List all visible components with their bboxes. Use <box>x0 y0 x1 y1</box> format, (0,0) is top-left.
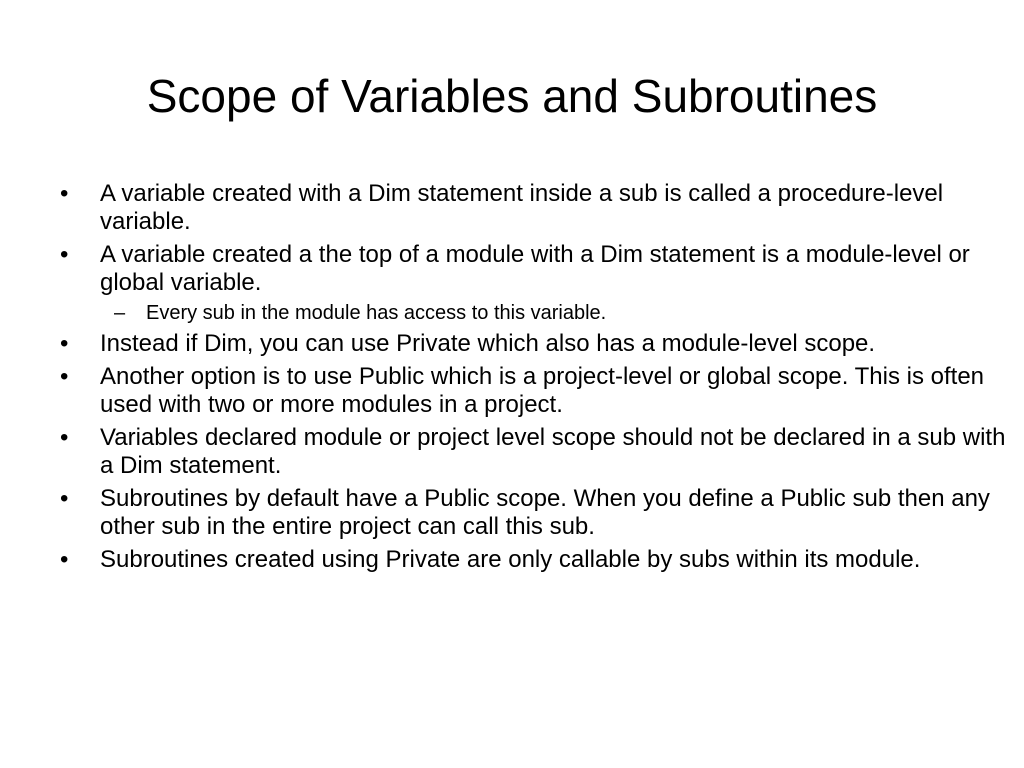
slide-title: Scope of Variables and Subroutines <box>146 70 878 122</box>
bullet-icon: • <box>60 180 69 207</box>
list-item <box>0 180 1024 236</box>
list-item <box>0 363 1024 419</box>
list-item-text: Variables declared module or project level scope should not be declared in a sub with a Dim statement. <box>100 424 1006 479</box>
list-item-text: A variable created a the top of a module with a Dim statement is a module-level or global variable. <box>100 241 970 296</box>
sub-list-item-text: Every sub in the module has access to this variable. <box>146 302 607 324</box>
list-item <box>0 330 1024 358</box>
bullet-list <box>0 180 1024 579</box>
list-item-text: Subroutines created using Private are only callable by subs within its module. <box>100 546 921 573</box>
list-item-text: Subroutines by default have a Public scope. When you define a Public sub then any other sub in the entire project can call this sub. <box>100 485 990 540</box>
sub-list-item <box>0 301 1024 325</box>
bullet-icon: • <box>60 424 69 451</box>
list-item <box>0 485 1024 541</box>
list-item <box>0 546 1024 574</box>
bullet-icon: • <box>60 241 69 268</box>
dash-bullet-icon: – <box>114 302 126 324</box>
bullet-icon: • <box>60 363 69 390</box>
list-item-text: Another option is to use Public which is a project-level or global scope. This is often used with two or more modules in a project. <box>100 363 985 418</box>
list-item <box>0 241 1024 297</box>
bullet-icon: • <box>60 485 69 512</box>
bullet-icon: • <box>60 330 69 357</box>
bullet-icon: • <box>60 546 69 573</box>
list-item <box>0 424 1024 480</box>
list-item-text: A variable created with a Dim statement inside a sub is called a procedure-level variable. <box>100 180 944 235</box>
list-item-text: Instead if Dim, you can use Private which also has a module-level scope. <box>100 330 876 357</box>
